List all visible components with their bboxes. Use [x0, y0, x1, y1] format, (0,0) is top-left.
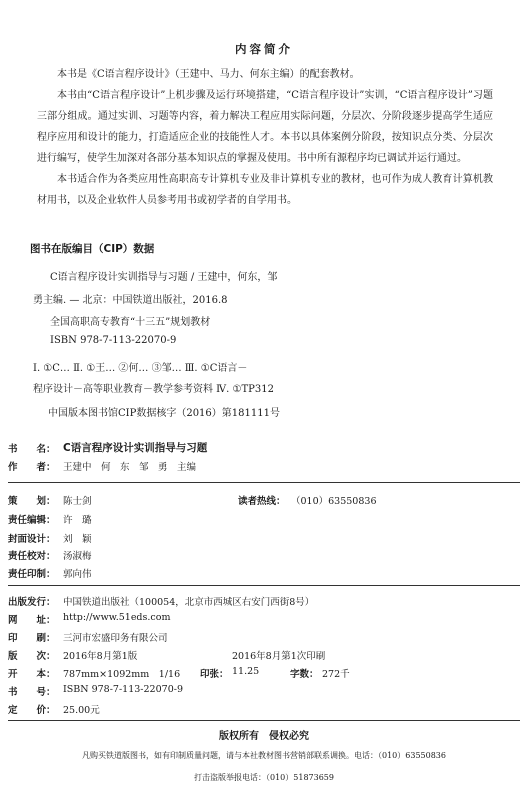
edition-value: 2016年8月第1版: [63, 651, 138, 662]
url-value: http://www.51eds.com: [63, 612, 171, 623]
divider-3: [8, 720, 520, 721]
planner-label: 策 划：: [8, 496, 56, 507]
price-label: 定 价：: [8, 705, 56, 716]
edition-label: 版 次：: [8, 651, 56, 662]
words-value: 272千: [322, 669, 350, 680]
intro-paragraph-2: 本书由“C语言程序设计”上机步骤及运行环境搭建，“C语言程序设计”实训，“C语言程序设计”习题三部分组成。通过实训、习题等内容，着力解决工程应用实际问题，分层次、分阶段逐步提高学生适应程序应用和设计的能力，打造适应企业的技能性人才。本书以具体案例分阶段，按知识点分类、分层次进行编写，使学生加深对各部分基本知识点的掌握及使用。书中所有源程序均已调试并运行通过。: [37, 90, 493, 164]
copyright-notice-title: 版权所有 侵权必究: [219, 731, 309, 742]
hotline-value: （010）63550836: [291, 496, 377, 507]
cip-line-1: C语言程序设计实训指导与习题 / 王建中，何东，邹: [50, 272, 278, 283]
quality-notice: 凡购买铁道版图书，如有印制质量问题，请与本社教材图书营销部联系调换。电话：（010）63550836: [82, 751, 446, 760]
cip-heading: 图书在版编目（CIP）数据: [30, 243, 155, 255]
print-supervisor-value: 郭向伟: [63, 569, 92, 580]
words-label: 字数：: [290, 669, 319, 680]
cip-line-5: Ⅰ. ①C… Ⅱ. ①王… ②何… ③邹… Ⅲ. ①C语言－: [33, 363, 248, 374]
cip-line-3: 全国高职高专教育“十三五”规划教材: [50, 317, 211, 328]
isbn-value: ISBN 978-7-113-22070-9: [63, 684, 183, 695]
url-label: 网 址：: [8, 615, 56, 626]
cover-value: 刘 颖: [63, 534, 92, 545]
divider-2: [8, 585, 520, 586]
printer-value: 三河市宏盛印务有限公司: [63, 633, 168, 644]
book-author-label: 作 者：: [8, 462, 56, 473]
format-value: 787mm×1092mm 1/16: [63, 669, 181, 680]
book-author-value: 王建中 何 东 邹 勇 主编: [63, 462, 197, 473]
cip-line-2: 勇主编. — 北京：中国铁道出版社，2016.8: [33, 295, 228, 306]
intro-paragraph-3: 本书适合作为各类应用性高职高专计算机专业及非计算机专业的教材，也可作为成人教育计算机教材用书，以及企业软件人员参考用书或初学者的自学用书。: [37, 174, 493, 206]
cip-line-6: 程序设计－高等职业教育－教学参考资料 Ⅳ. ①TP312: [33, 384, 274, 395]
price-value: 25.00元: [63, 705, 100, 716]
hotline-label: 读者热线：: [238, 496, 286, 507]
proof-label: 责任校对：: [8, 551, 56, 562]
book-title-label: 书 名：: [8, 444, 56, 455]
publisher-value: 中国铁道出版社（100054，北京市西城区右安门西街8号）: [63, 597, 315, 608]
print-supervisor-label: 责任印制：: [8, 569, 56, 580]
printer-label: 印 刷：: [8, 633, 56, 644]
planner-value: 陈士剑: [63, 496, 92, 507]
impression-value: 2016年8月第1次印刷: [232, 651, 326, 662]
cip-line-7: 中国版本图书馆CIP数据核字（2016）第181111号: [48, 408, 280, 419]
intro-paragraph-1: 本书是《C语言程序设计》（王建中、马力、何东主编）的配套教材。: [57, 69, 360, 80]
cover-label: 封面设计：: [8, 534, 56, 545]
editor-label: 责任编辑：: [8, 515, 56, 526]
sheets-value: 11.25: [232, 666, 260, 677]
piracy-report-line: 打击盗版举报电话：（010）51873659: [194, 773, 334, 782]
isbn-label: 书 号：: [8, 687, 56, 698]
publisher-label: 出版发行：: [8, 597, 56, 608]
cip-line-4: ISBN 978-7-113-22070-9: [50, 335, 177, 346]
divider-1: [8, 482, 520, 483]
sheets-label: 印张：: [200, 669, 229, 680]
intro-title: 内容简介: [235, 42, 293, 56]
proof-value: 汤淑梅: [63, 551, 92, 562]
format-label: 开 本：: [8, 669, 56, 680]
book-title-value: C语言程序设计实训指导与习题: [63, 442, 208, 454]
editor-value: 许 璐: [63, 515, 92, 526]
